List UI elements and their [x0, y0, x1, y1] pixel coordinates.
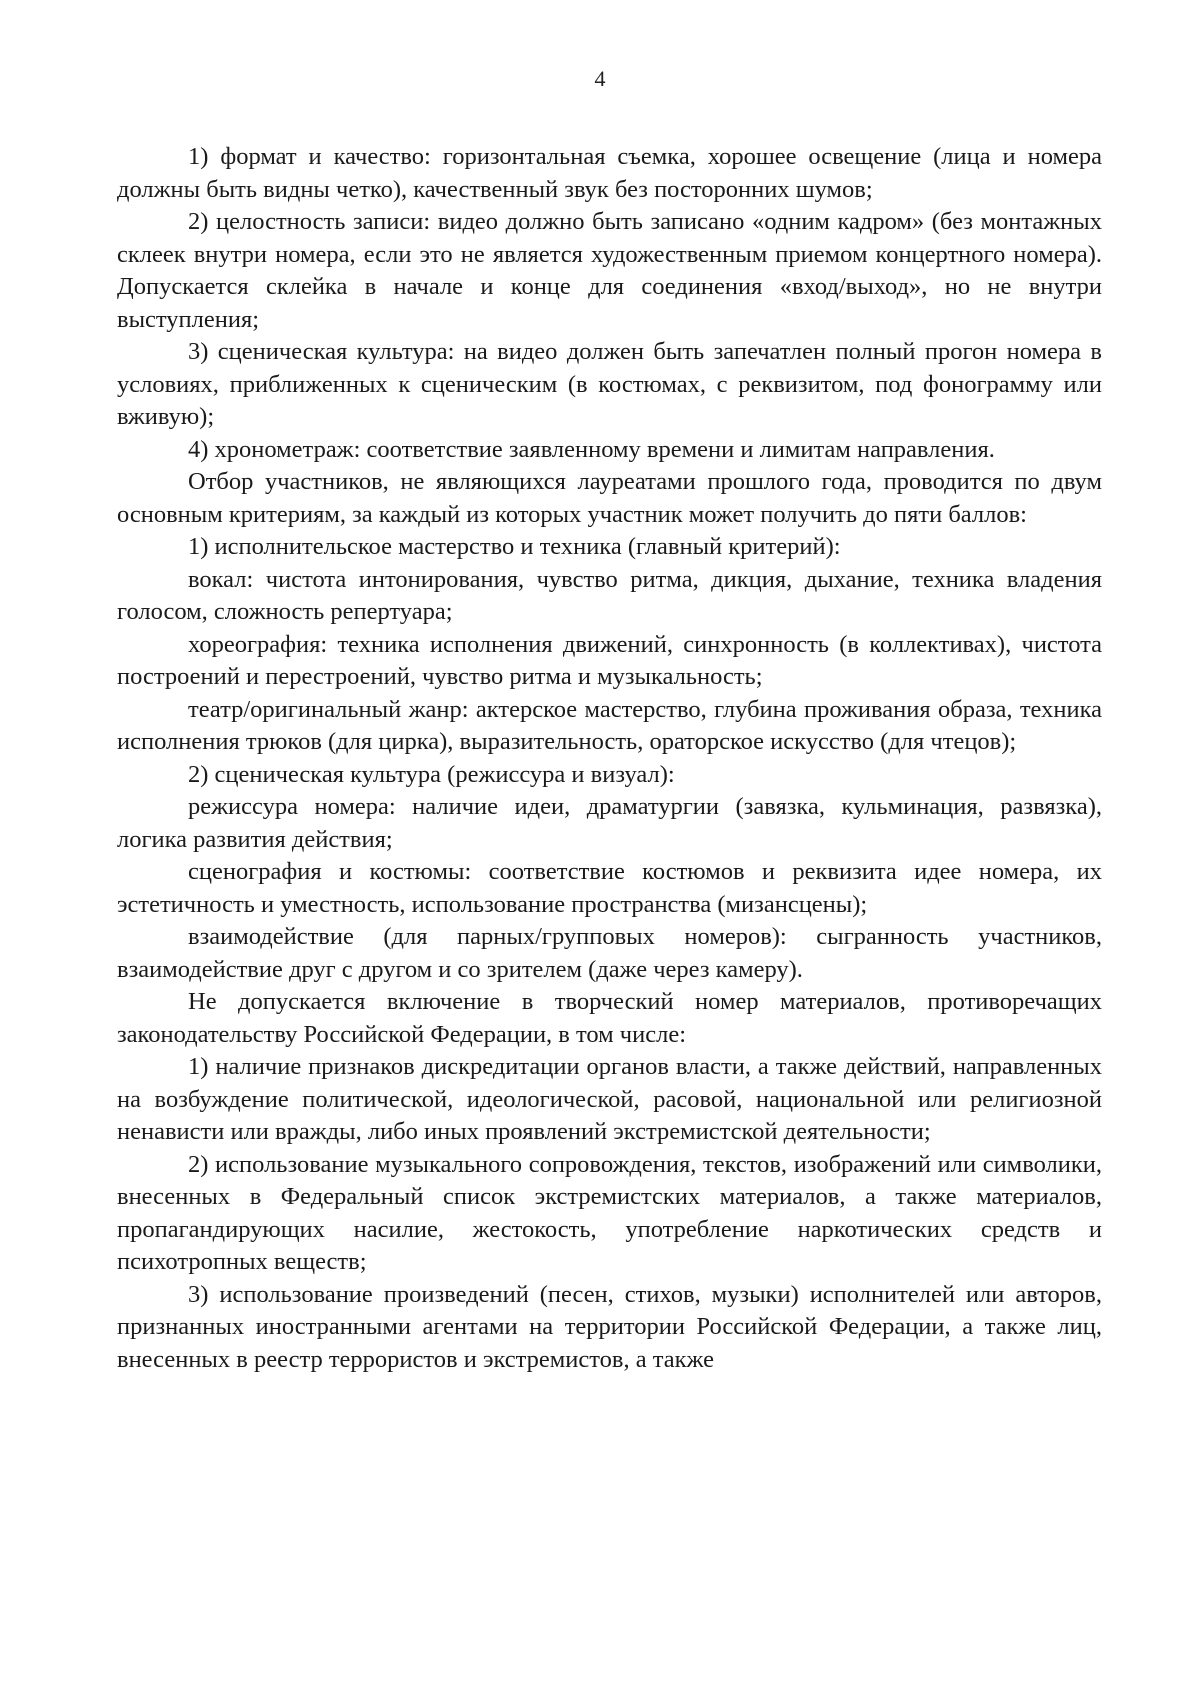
paragraph-discreditation: 1) наличие признаков дискредитации органов власти, а также действий, направленных на возбуждение политической, идеологической, расовой, национальной или религиозной ненависти или вражды, либо иных проявлений экстремистской деятельности;: [117, 1053, 1102, 1145]
paragraph-recording-integrity: 2) целостность записи: видео должно быть записано «одним кадром» (без монтажных склеек внутри номера, если это не является художественным приемом концертного номера). Допускается склейка в начале и конце для соединения «вход/выход», но не внутри выступления;: [117, 208, 1102, 333]
paragraph-extremist-materials: 2) использование музыкального сопровождения, текстов, изображений или символики, внесенных в Федеральный список экстремистских материалов, а также материалов, пропагандирующих насилие, жестокость, употребление наркотических средств и психотропных веществ;: [117, 1150, 1102, 1275]
paragraph-interaction: взаимодействие (для парных/групповых номеров): сыгранность участников, взаимодействие друг с другом и со зрителем (даже через камеру).: [117, 923, 1102, 983]
paragraph-not-allowed: Не допускается включение в творческий номер материалов, противоречащих законодательству Российской Федерации, в том числе:: [117, 988, 1102, 1048]
paragraph-format-quality: 1) формат и качество: горизонтальная съемка, хорошее освещение (лица и номера должны быть видны четко), качественный звук без посторонних шумов;: [117, 143, 1102, 203]
paragraph-scenography: сценография и костюмы: соответствие костюмов и реквизита идее номера, их эстетичность и уместность, использование пространства (мизансцены);: [117, 858, 1102, 918]
paragraph-directing: режиссура номера: наличие идеи, драматургии (завязка, кульминация, развязка), логика развития действия;: [117, 793, 1102, 853]
paragraph-selection-criteria: Отбор участников, не являющихся лауреатами прошлого года, проводится по двум основным критериям, за каждый из которых участник может получить до пяти баллов:: [117, 468, 1102, 528]
paragraph-choreography: хореография: техника исполнения движений, синхронность (в коллективах), чистота построений и перестроений, чувство ритма и музыкальность;: [117, 630, 1102, 690]
paragraph-theatre-genre: театр/оригинальный жанр: актерское мастерство, глубина проживания образа, техника исполнения трюков (для цирка), выразительность, ораторское искусство (для чтецов);: [117, 695, 1102, 755]
paragraph-vocal: вокал: чистота интонирования, чувство ритма, дикция, дыхание, техника владения голосом, сложность репертуара;: [117, 565, 1102, 625]
paragraph-stage-culture: 2) сценическая культура (режиссура и визуал):: [188, 760, 675, 788]
paragraph-stage-culture-video: 3) сценическая культура: на видео должен быть запечатлен полный прогон номера в условиях, приближенных к сценическим (в костюмах, с реквизитом, под фонограмму или вживую);: [117, 338, 1102, 430]
paragraph-performance-mastery: 1) исполнительское мастерство и техника (главный критерий):: [188, 533, 841, 560]
document-body: [117, 141, 1102, 1376]
page-number: 4: [594, 66, 606, 91]
paragraph-foreign-agents: 3) использование произведений (песен, стихов, музыки) исполнителей или авторов, признанных иностранными агентами на территории Российской Федерации, а также лиц, внесенных в реестр террористов и экстремистов, а также: [117, 1280, 1102, 1373]
paragraph-timing: 4) хронометраж: соответствие заявленному времени и лимитам направления.: [188, 435, 995, 463]
